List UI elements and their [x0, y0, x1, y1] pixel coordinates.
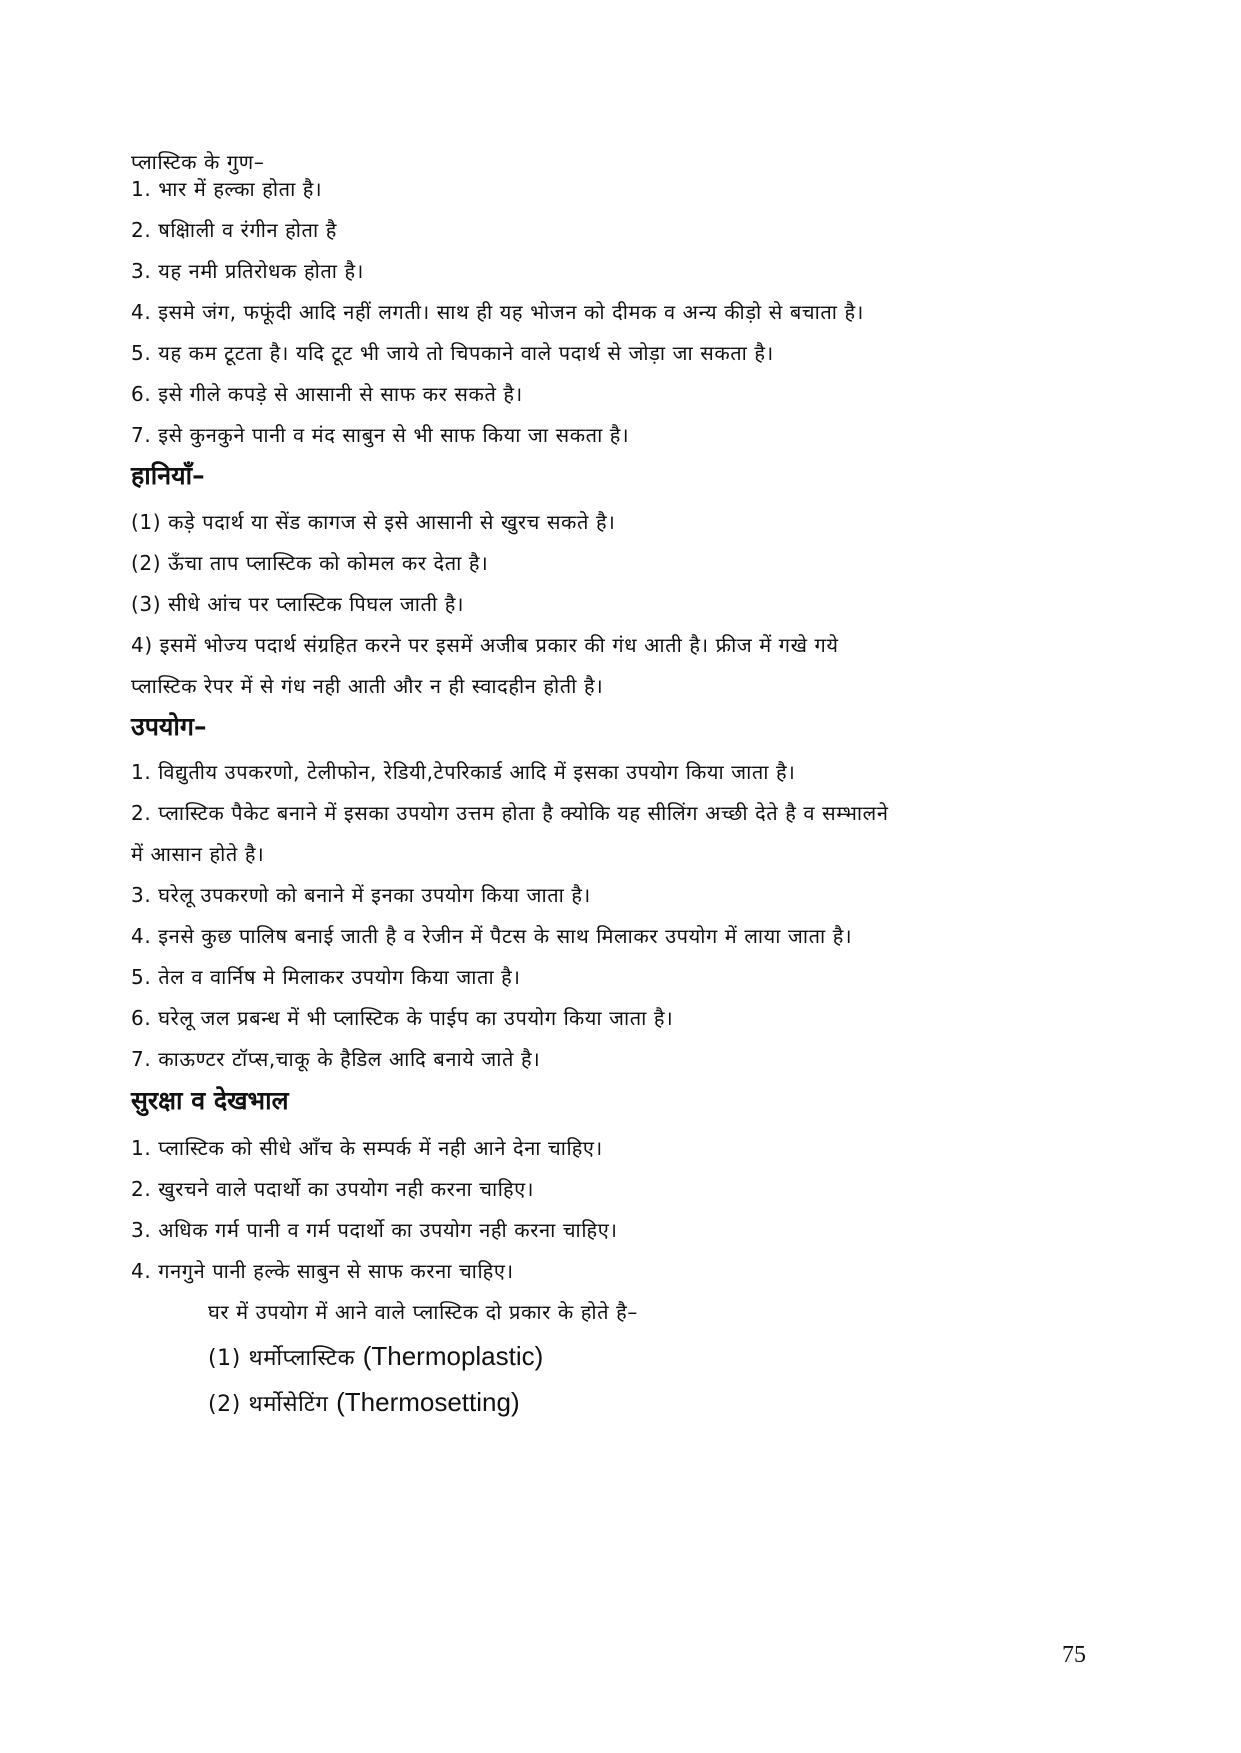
- list-item: 6. इसे गीले कपड़े से आसानी से साफ कर सकते है।: [131, 382, 523, 406]
- list-item: 7. काऊण्टर टॉप्स,चाकू के हैडिल आदि बनाये जाते है।: [131, 1047, 541, 1071]
- list-item: 2. षक्षिाली व रंगीन होता है: [131, 218, 337, 242]
- list-item: 4) इसमें भोज्य पदार्थ संग्रहित करने पर इसमें अजीब प्रकार की गंध आती है। फ्रीज में गखे गये: [131, 633, 839, 657]
- type-item-thermosetting: [208, 1388, 520, 1419]
- list-item: 1. भार में हल्का होता है।: [131, 177, 323, 201]
- list-item: 5. यह कम टूटता है। यदि टूट भी जाये तो चिपकाने वाले पदार्थ से जोड़ा जा सकता है।: [131, 341, 774, 365]
- type-item-thermoplastic: [208, 1342, 543, 1373]
- list-item: 3. अधिक गर्म पानी व गर्म पदार्थो का उपयोग नही करना चाहिए।: [131, 1218, 618, 1242]
- list-item: 7. इसे कुनकुने पानी व मंद साबुन से भी साफ किया जा सकता है।: [131, 423, 630, 447]
- list-item: 2. खुरचने वाले पदार्थो का उपयोग नही करना चाहिए।: [131, 1177, 535, 1201]
- list-item: 3. घरेलू उपकरणो को बनाने में इनका उपयोग किया जाता है।: [131, 883, 591, 907]
- type-name-hindi: (2) थर्मोसेटिंग: [208, 1392, 329, 1417]
- list-item: 4. इसमे जंग, फफूंदी आदि नहीं लगती। साथ ही यह भोजन को दीमक व अन्य कीड़ो से बचाता है।: [131, 300, 864, 324]
- list-item-continuation: प्लास्टिक रेपर में से गंध नही आती और न ही स्वादहीन होती है।: [131, 674, 604, 698]
- list-item: (2) ऊँचा ताप प्लास्टिक को कोमल कर देता है।: [131, 551, 489, 575]
- list-item: 4. गनगुने पानी हल्के साबुन से साफ करना चाहिए।: [131, 1259, 514, 1283]
- page-number: 75: [1062, 1642, 1086, 1668]
- list-item-continuation: में आसान होते है।: [131, 842, 265, 866]
- list-item: (3) सीधे आंच पर प्लास्टिक पिघल जाती है।: [131, 592, 465, 616]
- list-item: 1. विद्युतीय उपकरणो, टेलीफोन, रेडियी,टेपरिकार्ड आदि में इसका उपयोग किया जाता है।: [131, 760, 796, 784]
- type-name-hindi: (1) थर्मोप्लास्टिक: [208, 1346, 356, 1371]
- section-heading-disadvantages: हानियाँ–: [131, 461, 205, 490]
- section-heading-care: सुरक्षा व देखभाल: [131, 1086, 289, 1115]
- list-item: 4. इनसे कुछ पालिष बनाई जाती है व रेजीन में पैटस के साथ मिलाकर उपयोग में लाया जाता है।: [131, 924, 853, 948]
- list-item: 2. प्लास्टिक पैकेट बनाने में इसका उपयोग उत्तम होता है क्योकि यह सीलिंग अच्छी देते है व सम्भालने: [131, 801, 889, 825]
- section-heading-properties: प्लास्टिक के गुण–: [131, 150, 265, 174]
- types-intro: घर में उपयोग में आने वाले प्लास्टिक दो प्रकार के होते है–: [208, 1300, 638, 1324]
- list-item: (1) कड़े पदार्थ या सेंड कागज से इसे आसानी से खुरच सकते है।: [131, 510, 616, 534]
- section-heading-uses: उपयोग–: [131, 712, 207, 741]
- type-name-english: (Thermosetting): [336, 1387, 520, 1417]
- list-item: 3. यह नमी प्रतिरोधक होता है।: [131, 259, 364, 283]
- list-item: 6. घरेलू जल प्रबन्ध में भी प्लास्टिक के पाईप का उपयोग किया जाता है।: [131, 1006, 674, 1030]
- list-item: 5. तेल व वार्निष मे मिलाकर उपयोग किया जाता है।: [131, 965, 521, 989]
- type-name-english: (Thermoplastic): [362, 1341, 544, 1371]
- list-item: 1. प्लास्टिक को सीधे आँच के सम्पर्क में नही आने देना चाहिए।: [131, 1136, 603, 1160]
